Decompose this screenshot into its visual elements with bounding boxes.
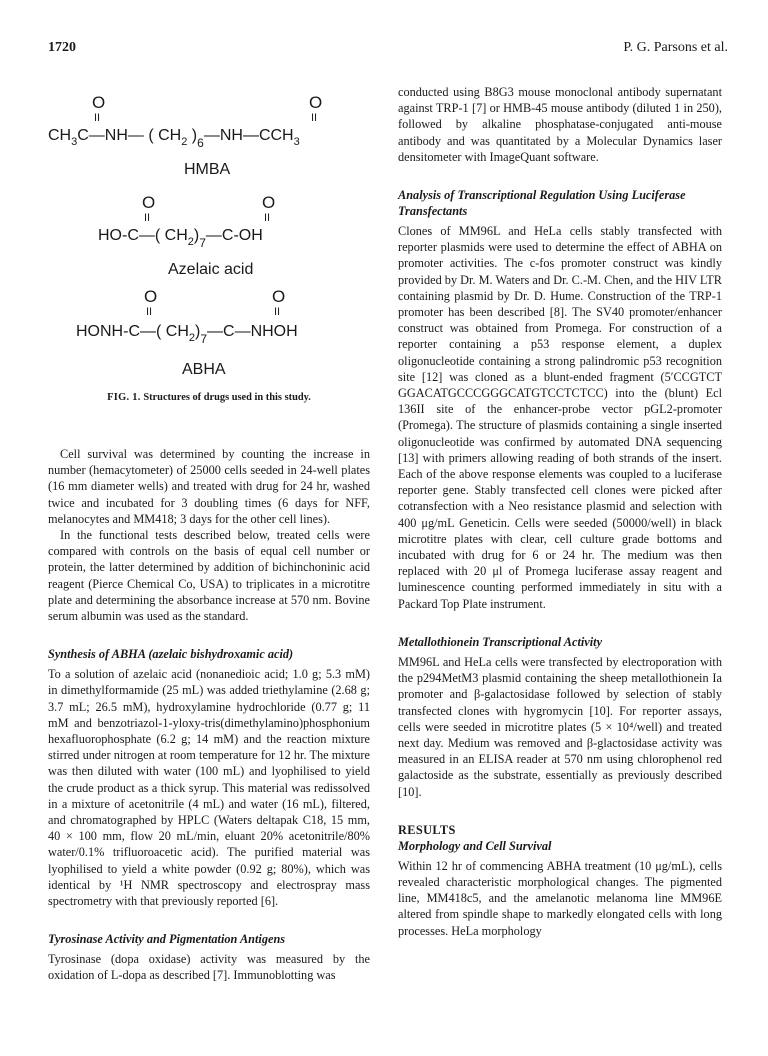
right-column (398, 84, 722, 939)
azelaic-acid-label: Azelaic acid (168, 261, 254, 278)
svg-text:O: O (262, 193, 276, 212)
heading-metallothionein-activity: Metallothionein Transcriptional Activity (398, 634, 603, 649)
svg-text:II: II (264, 212, 271, 224)
abha-structure (76, 287, 298, 378)
heading-luciferase-analysis: Analysis of Transcriptional Regulation Using Luciferase Transfectants (398, 188, 686, 219)
svg-text:O: O (92, 93, 106, 112)
svg-text:II: II (311, 112, 318, 124)
paragraph-synthesis-abha: To a solution of azelaic acid (nonanedioic acid; 1.0 g; 5.3 mM) in dimethylformamide (25 mL) was added triethylamine (2.68 g; 3.7 mL; 26.5 mM), hydroxylamine hydrochloride (0.77 g; 11 mM and benzotriazol-1-yloxy-tris(dimethylamino)phosphonium hexafluorophosphate (6.2 g; 14 mM) and the reaction mixture stirred under nitrogen at room temperature for 12 hr. The mixture was then diluted with water (100 mL) and lyophilised to yield the crude product as a thick syrup. This material was redissolved in a mixture of acetonitrile (4 mL) and water (16 mL), filtered, and chromatographed by HPLC (Waters deltapak C18, 15 mm, 40 × 100 mm, flow 20 mL/min, eluant 20% acetonitrile/80% water/0.1% trifluoroacetic acid). The purified material was lyophilised to yield a white powder (0.92 g; 80%), which was identical by ¹H NMR spectroscopy and electrospray mass spectrometry with that previously reported [6]. (48, 667, 370, 909)
svg-text:O: O (272, 287, 286, 306)
paragraph-cell-survival: Cell survival was determined by counting the increase in number (hemacytometer) of 25000 cells seeded in 24-well plates (16 mm diameter wells) and treated with drug for 24 hr, washed twice and incubated for 3 doubling times (6 days for NFF, melanocytes and MM418; 3 days for the other cell lines). (48, 447, 370, 526)
figure-caption-label: FIG. 1. (107, 392, 141, 403)
hmba-structure (48, 93, 322, 178)
abha-chain-sub: 7 (200, 332, 208, 346)
paragraph-metallothionein-activity: MM96L and HeLa cells were transfected by electroporation with the p294MetM3 plasmid containing the sheep metallothionein Ia promoter and β-galactosidase followed by selection of stably transfected clones with hygromycin [10]. For reporter assays, cells were seeded in microtitre plates (5 × 10⁴/well) and treated next day. Medium was removed and β-glactosidase activity was measured in an ELISA reader at 570 nm using chlorophenol red galactoside as the substrate, essentially as previously described [10]. (398, 654, 722, 799)
azelaic-acid-structure (98, 193, 275, 278)
svg-text:II: II (94, 112, 101, 124)
svg-text:II: II (144, 212, 151, 224)
heading-tyrosinase-activity: Tyrosinase Activity and Pigmentation Antigens (48, 932, 286, 947)
paragraph-tyrosinase-activity: Tyrosinase (dopa oxidase) activity was measured by the oxidation of L-dopa as described [7]. Immunoblotting was (48, 952, 370, 983)
hmba-chain-sub: 6 (197, 136, 204, 150)
subheading-morphology-survival: Morphology and Cell Survival (398, 838, 552, 853)
paragraph-functional-tests: In the functional tests described below, treated cells were compared with controls on the basis of equal cell number or protein, the latter determined by addition of bichinchoninic acid reagent (Pierce Chemical Co, USA) to triplicates in a microtitre plate and determining the absorbance increase at 570 nm. Bovine serum albumin was used as the standard. (48, 528, 370, 624)
figure-caption-text: Structures of drugs used in this study. (143, 392, 311, 403)
paragraph-morphology-survival: Within 12 hr of commencing ABHA treatment (10 μg/mL), cells revealed characteristic morphological changes. The pigmented line, MM418c5, and the amelanotic melanoma line MM96E altered from spindle shape to markedly elongated cells with long processes. HeLa morphology (398, 858, 722, 938)
running-head: P. G. Parsons et al. (623, 40, 728, 55)
left-column (48, 446, 370, 984)
hmba-left-group: $CH_3C—NH—$ ( $CH_2$ )$_6—NH—CCH_3$ (48, 127, 300, 150)
svg-text:HONH-C—( CH2)7—C—NHOH: HONH-C—( $CH_2)_7—C—NHOH$ (76, 323, 298, 346)
heading-results: RESULTS (398, 822, 456, 837)
heading-synthesis-abha: Synthesis of ABHA (azelaic bishydroxamic acid) (48, 647, 294, 662)
hmba-label: HMBA (184, 161, 231, 178)
paragraph-immunoblot-continued: conducted using B8G3 mouse monoclonal antibody supernatant against TRP-1 [7] or HMB-45 mouse antibody (diluted 1 in 250), followed by alkaline phosphatase-conjugated anti-mouse antibody and was quantitated by a Molecular Dynamics laser densitometer with ImageQuant software. (398, 85, 722, 164)
svg-text:O: O (144, 287, 158, 306)
figure-structures (48, 90, 370, 420)
svg-text:O: O (142, 193, 156, 212)
figure-caption (48, 392, 370, 403)
azelaic-chain-sub: 7 (199, 236, 206, 250)
svg-text:II: II (274, 306, 281, 318)
abha-label: ABHA (182, 361, 226, 378)
paragraph-luciferase-analysis: Clones of MM96L and HeLa cells stably transfected with reporter plasmids were used to determine the effect of ABHA on promoter activities. The c-fos promoter construct was kindly provided by Dr. M. Waters and Dr. C.-M. Chen, and the HIV LTR containing plasmid by Dr. D. Hume. Construction of the TRP-1 promoter has been described [8]. The SV40 promoter/enhancer construct was obtained from Promega. For construction of a reporter containing a p53 response element, a duplex oligonucleotide containing a strong palindromic p53 recognition site [12] was cloned as a blunt-ended fragment (5′CCGTCT GGACATGCCCGGGCATGTCCTCTCC) into the (blunt) Ecl 136II site of the enhancer-probe vector pGL2-promoter (Promega). The structure of plasmids containing a single inserted oligonucleotide was confirmed by automated DNA sequencing [13] with primers allowing reading of both strands of the insert. Each of the above response elements was coupled to a luciferase reporter gene. Stably transfected cell clones were picked after cotransfection with a Neo resistance plasmid and selection with 400 μg/mL Geneticin. Cells were seeded (50000/well) in black microtitre plates with clear, cell culture grade bottoms and incubated with drug for 6 or 24 hr. The medium was then replaced with 20 μl of Promega luciferase assay reagent and luminescence counting performed immediately in situ with a Packard Top Plate instrument. (398, 224, 722, 611)
svg-text:O: O (309, 93, 323, 112)
svg-text:II: II (146, 306, 153, 318)
svg-text:HO-C—( CH2)7—C-OH: HO-C—( $CH_2)_7—C-OH$ (98, 227, 263, 250)
page-number: 1720 (48, 40, 76, 55)
